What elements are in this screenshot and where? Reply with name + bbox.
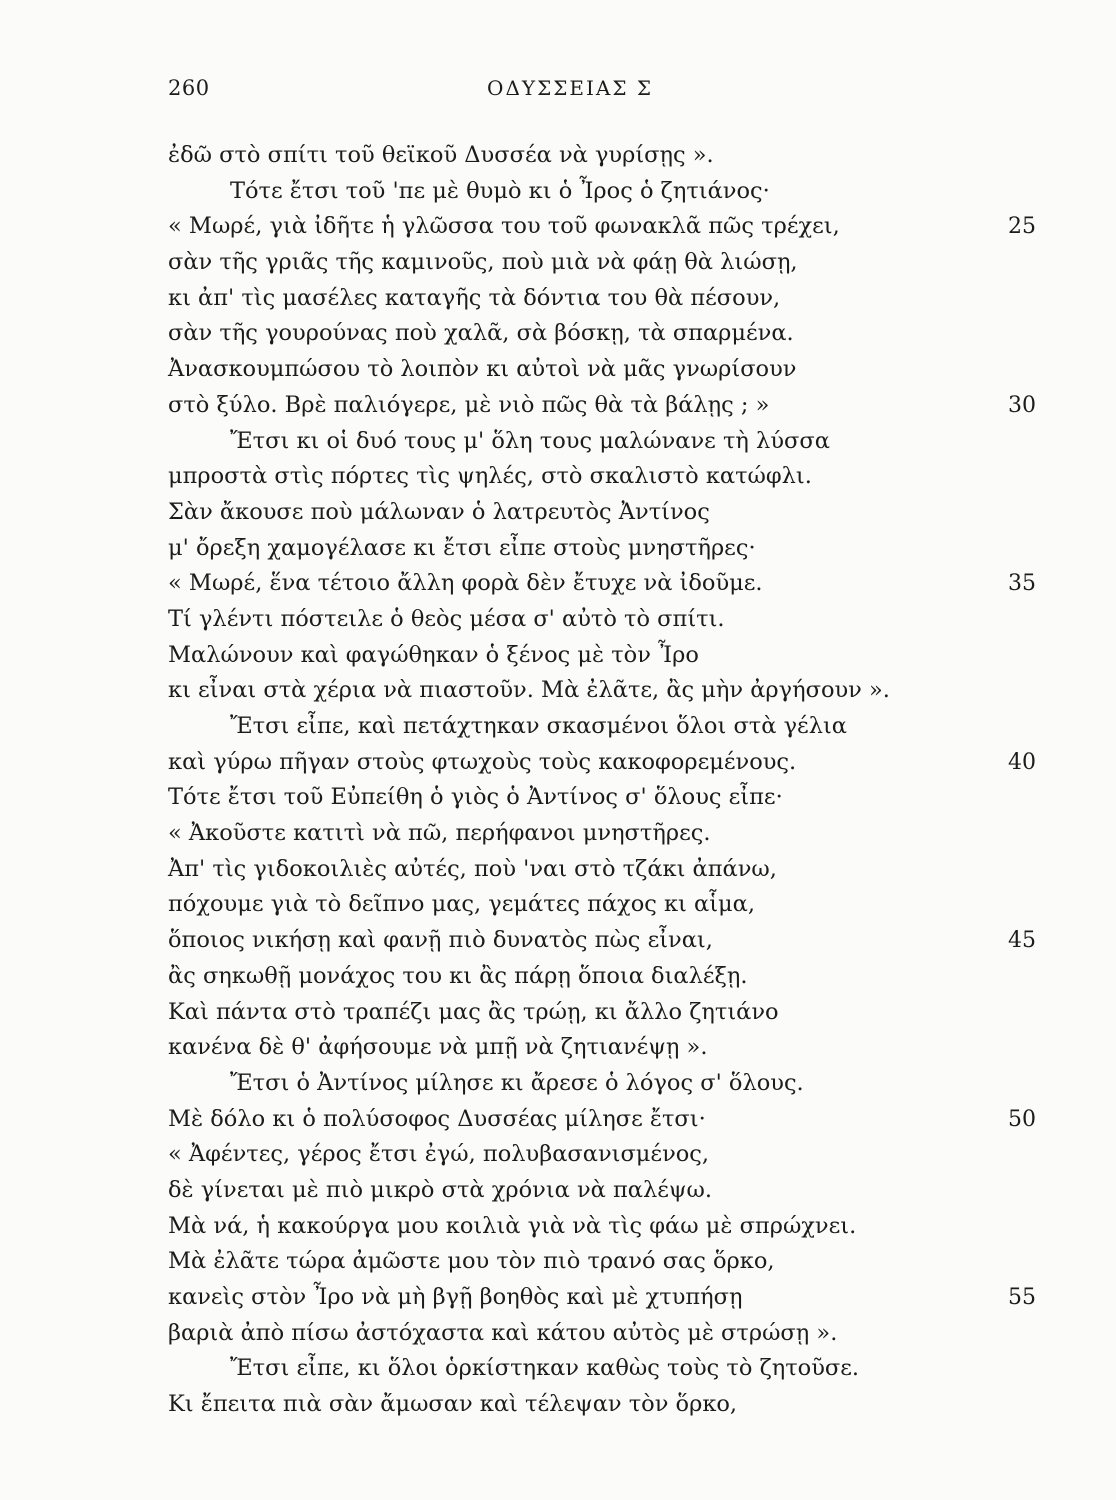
verse-text: κι ἀπ' τὶς μασέλες καταγῆς τὰ δόντια του θὰ πέσουν, — [168, 284, 781, 311]
verse-text: Τότε ἔτσι τοῦ Εὐπείθη ὁ γιὸς ὁ Ἀντίνος σ' ὅλους εἶπε· — [168, 784, 783, 811]
verse-line — [168, 709, 1048, 745]
verse-text: πόχουμε γιὰ τὸ δεῖπνο μας, γεμάτες πάχος κι αἷμα, — [168, 891, 756, 918]
verse-text: βαριὰ ἀπὸ πίσω ἀστόχαστα καὶ κάτου αὐτὸς μὲ στρώσῃ ». — [168, 1319, 838, 1346]
page-number: 260 — [168, 76, 210, 100]
verse-text: στὸ ξύλο. Βρὲ παλιόγερε, μὲ νιὸ πῶς θὰ τὰ βάλῃς ; » — [168, 391, 770, 418]
verse-line — [168, 959, 1048, 995]
verse-line — [168, 1316, 1048, 1352]
verse-line — [168, 352, 1048, 388]
verse-text: κι εἶναι στὰ χέρια νὰ πιαστοῦν. Μὰ ἐλᾶτε, ἂς μὴν ἀργήσουν ». — [168, 677, 890, 704]
verse-text: Μὰ ἐλᾶτε τώρα ἀμῶστε μου τὸν πιὸ τρανό σας ὅρκο, — [168, 1248, 775, 1275]
verse-text: δὲ γίνεται μὲ πιὸ μικρὸ στὰ χρόνια νὰ παλέψω. — [168, 1176, 713, 1203]
verse-line — [168, 495, 1048, 531]
verse-line — [168, 1173, 1048, 1209]
running-title: ΟΔΥΣΣΕΙΑΣ Σ — [487, 76, 653, 100]
verse-text: Ἔτσι εἶπε, καὶ πετάχτηκαν σκασμένοι ὅλοι στὰ γέλια — [230, 713, 847, 739]
line-number: 25 — [1008, 214, 1036, 240]
verse-text: Μὰ νά, ἡ κακούργα μου κοιλιὰ γιὰ νὰ τὶς φάω μὲ σπρώχνει. — [168, 1212, 857, 1239]
verse-text: « Ἀφέντες, γέρος ἔτσι ἐγώ, πολυβασανισμένος, — [168, 1141, 710, 1168]
verse-line — [168, 316, 1048, 352]
line-number: 55 — [1008, 1285, 1036, 1310]
verse-line — [168, 745, 1048, 781]
verse-text: Μὲ δόλο κι ὁ πολύσοφος Δυσσέας μίλησε ἔτσι· — [168, 1105, 706, 1132]
verse-text: Ἀνασκουμπώσου τὸ λοιπὸν κι αὐτοὶ νὰ μᾶς γνωρίσουν — [168, 356, 797, 383]
line-number: 35 — [1008, 571, 1036, 597]
verse-line — [168, 1209, 1048, 1245]
verse-text: σὰν τῆς γριᾶς τῆς καμινοῦς, ποὺ μιὰ νὰ φάῃ θὰ λιώσῃ, — [168, 249, 798, 276]
line-number: 45 — [1008, 928, 1036, 954]
verse-line — [168, 1280, 1048, 1316]
verse-text: Καὶ πάντα στὸ τραπέζι μας ἂς τρώῃ, κι ἄλλο ζητιάνο — [168, 998, 779, 1025]
verse-text: Ἔτσι εἶπε, κι ὅλοι ὁρκίστηκαν καθὼς τοὺς τὸ ζητοῦσε. — [230, 1355, 860, 1382]
verse-line — [168, 209, 1048, 245]
verse-line — [168, 780, 1048, 816]
verse-text: ἐδῶ στὸ σπίτι τοῦ θεϊκοῦ Δυσσέα νὰ γυρίσῃς ». — [168, 142, 714, 168]
verse-line — [168, 1137, 1048, 1173]
verse-block — [168, 138, 1048, 1423]
verse-line — [168, 1351, 1048, 1387]
verse-line — [168, 602, 1048, 638]
verse-line — [168, 852, 1048, 888]
verse-text: Τί γλέντι πόστειλε ὁ θεὸς μέσα σ' αὐτὸ τὸ σπίτι. — [168, 605, 725, 632]
verse-line — [168, 923, 1048, 959]
line-number: 40 — [1008, 749, 1036, 775]
verse-text: ἂς σηκωθῇ μονάχος του κι ἂς πάρῃ ὅποια διαλέξῃ. — [168, 962, 748, 989]
verse-line — [168, 887, 1048, 923]
verse-line — [168, 673, 1048, 709]
verse-text: κανεὶς στὸν Ἶρο νὰ μὴ βγῇ βοηθὸς καὶ μὲ χτυπήσῃ — [168, 1284, 743, 1310]
verse-text: μ' ὄρεξη χαμογέλασε κι ἔτσι εἶπε στοὺς μνηστῆρες· — [168, 534, 756, 561]
verse-line — [168, 138, 1048, 174]
verse-text: « Μωρέ, ἕνα τέτοιο ἄλλη φορὰ δὲν ἔτυχε νὰ ἰδοῦμε. — [168, 570, 763, 597]
verse-text: μπροστὰ στὶς πόρτες τὶς ψηλές, στὸ σκαλιστὸ κατώφλι. — [168, 463, 812, 490]
line-number: 30 — [1008, 392, 1036, 418]
verse-text: « Μωρέ, γιὰ ἰδῆτε ἡ γλῶσσα του τοῦ φωνακλᾶ πῶς τρέχει, — [168, 213, 840, 240]
verse-line — [168, 388, 1048, 424]
verse-line — [168, 424, 1048, 460]
verse-line — [168, 566, 1048, 602]
verse-line — [168, 816, 1048, 852]
verse-line — [168, 1102, 1048, 1138]
verse-text: Τότε ἔτσι τοῦ 'πε μὲ θυμὸ κι ὁ Ἶρος ὁ ζητιάνος· — [230, 177, 770, 204]
verse-text: Ἀπ' τὶς γιδοκοιλιὲς αὐτές, ποὺ 'ναι στὸ τζάκι ἀπάνω, — [168, 855, 777, 882]
verse-text: Κι ἔπειτα πιὰ σὰν ἄμωσαν καὶ τέλεψαν τὸν ὅρκο, — [168, 1391, 738, 1418]
page-header — [0, 66, 1116, 106]
verse-line — [168, 1387, 1048, 1423]
verse-line — [168, 638, 1048, 674]
line-number: 50 — [1008, 1106, 1036, 1132]
verse-line — [168, 281, 1048, 317]
verse-line — [168, 1030, 1048, 1066]
verse-line — [168, 174, 1048, 210]
verse-text: κανένα δὲ θ' ἀφήσουμε νὰ μπῇ νὰ ζητιανέψῃ ». — [168, 1034, 708, 1061]
verse-line — [168, 995, 1048, 1031]
verse-text: σὰν τῆς γουρούνας ποὺ χαλᾶ, σὰ βόσκῃ, τὰ σπαρμένα. — [168, 320, 794, 347]
verse-text: « Ἀκοῦστε κατιτὶ νὰ πῶ, περήφανοι μνηστῆρες. — [168, 820, 711, 847]
verse-text: Ἔτσι κι οἱ δυό τους μ' ὅλη τους μαλώνανε τὴ λύσσα — [230, 427, 830, 454]
verse-text: Ἔτσι ὁ Ἀντίνος μίλησε κι ἄρεσε ὁ λόγος σ' ὅλους. — [230, 1069, 804, 1096]
verse-text: ὅποιος νικήσῃ καὶ φανῇ πιὸ δυνατὸς πὼς εἶναι, — [168, 927, 713, 954]
verse-line — [168, 459, 1048, 495]
verse-text: Μαλώνουν καὶ φαγώθηκαν ὁ ξένος μὲ τὸν Ἶρο — [168, 641, 699, 668]
verse-text: Σὰν ἄκουσε ποὺ μάλωναν ὁ λατρευτὸς Ἀντίνος — [168, 498, 710, 525]
verse-line — [168, 1066, 1048, 1102]
verse-line — [168, 245, 1048, 281]
verse-line — [168, 531, 1048, 567]
verse-line — [168, 1244, 1048, 1280]
verse-text: καὶ γύρω πῆγαν στοὺς φτωχοὺς τοὺς κακοφορεμένους. — [168, 748, 797, 775]
